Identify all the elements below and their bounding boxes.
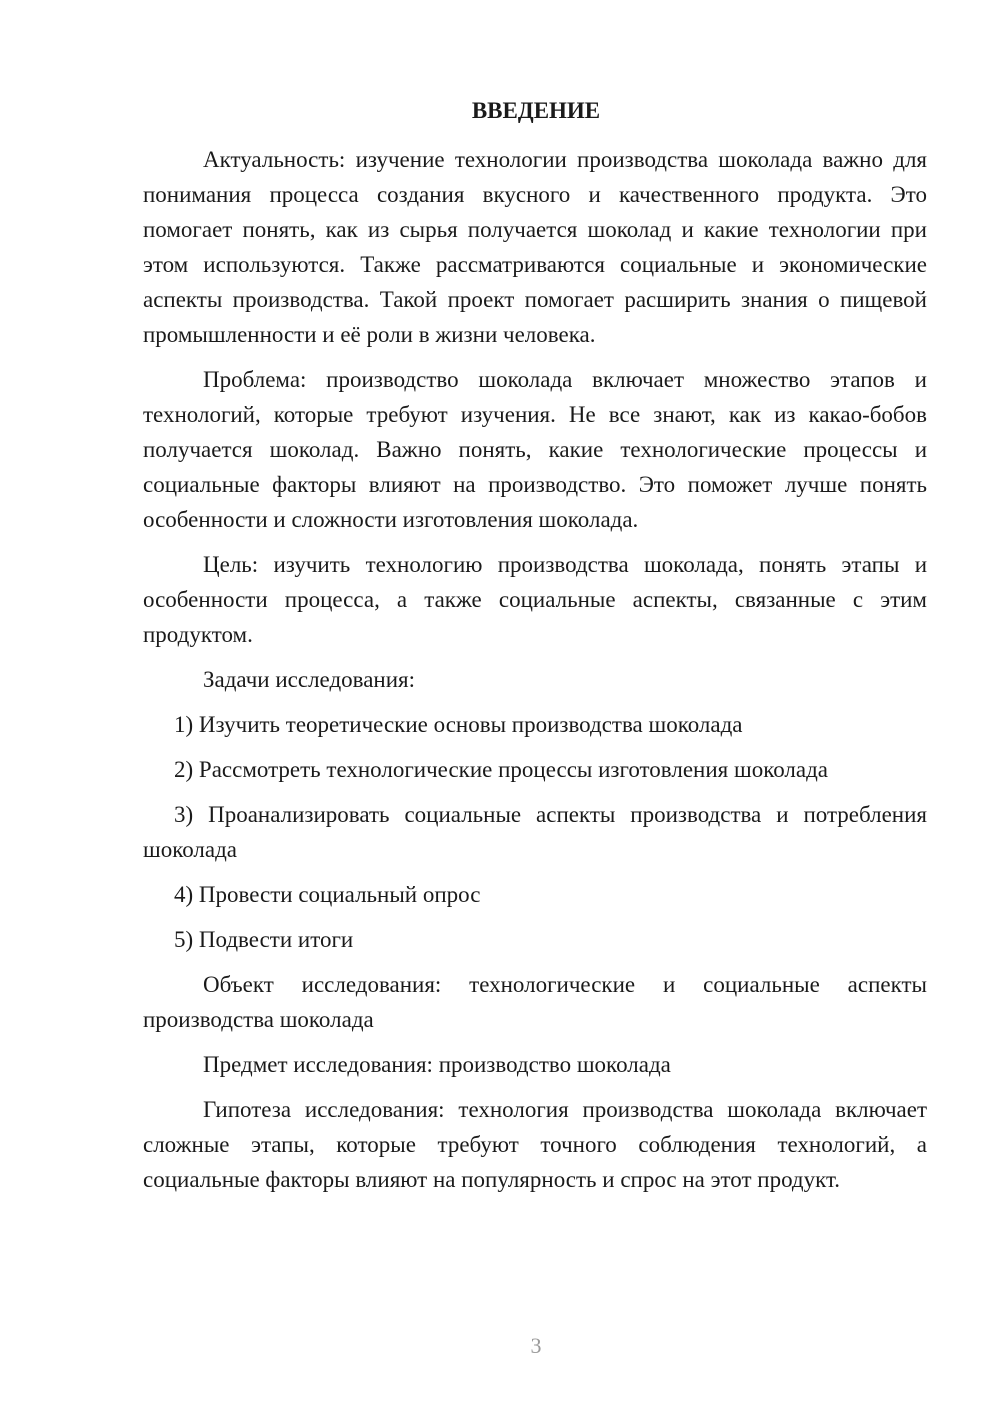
paragraph-tasks-intro: Задачи исследования: (203, 667, 416, 692)
task-item-1: 1) Изучить теоретические основы производства шоколада (174, 712, 743, 737)
paragraph-hypothesis: Гипотеза исследования: технология производства шоколада включает сложные этапы, которые требуют точного соблюдения технологий, а социальные факторы влияют на популярность и спрос на этот продукт. (143, 1097, 927, 1192)
task-item-4: 4) Провести социальный опрос (174, 882, 481, 907)
task-item-5: 5) Подвести итоги (174, 927, 354, 952)
paragraph-relevance: Актуальность: изучение технологии производства шоколада важно для понимания процесса создания вкусного и качественного продукта. Это помогает понять, как из сырья получается шоколад и какие технологии при этом используются. Также рассматриваются социальные и экономические аспекты производства. Такой проект помогает расширить знания о пищевой промышленности и её роли в жизни человека. (143, 147, 927, 347)
page-number: 3 (530, 1333, 542, 1358)
task-item-2: 2) Рассмотреть технологические процессы изготовления шоколада (174, 757, 829, 782)
paragraph-object: Объект исследования: технологические и социальные аспекты производства шоколада (143, 972, 927, 1032)
paragraph-problem: Проблема: производство шоколада включает множество этапов и технологий, которые требуют изучения. Не все знают, как из какао-бобов получается шоколад. Важно понять, какие технологические процессы и социальные факторы влияют на производство. Это поможет лучше понять особенности и сложности изготовления шоколада. (143, 367, 927, 532)
task-item-3: 3) Проанализировать социальные аспекты производства и потребления шоколада (143, 802, 927, 862)
body-text (143, 142, 927, 1207)
paragraph-goal: Цель: изучить технологию производства шоколада, понять этапы и особенности процесса, а также социальные аспекты, связанные с этим продуктом. (143, 552, 927, 647)
section-heading: ВВЕДЕНИЕ (471, 98, 601, 123)
paragraph-subject: Предмет исследования: производство шоколада (203, 1052, 671, 1077)
